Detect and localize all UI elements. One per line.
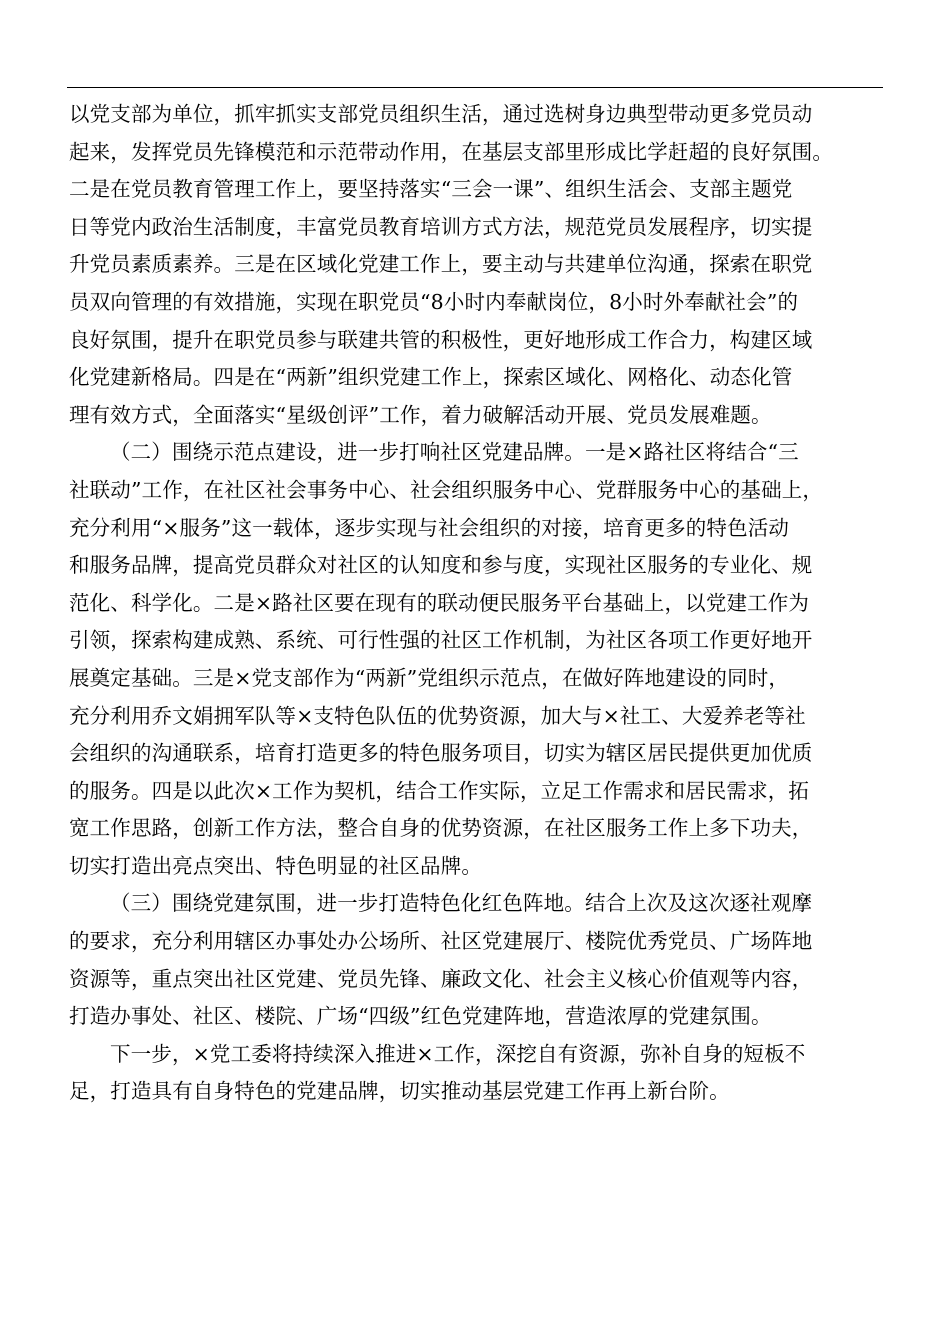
text-line: 升党员素质素养。三是在区域化党建工作上，要主动与共建单位沟通，探索在职党 bbox=[69, 252, 813, 277]
text-line: 员双向管理的有效措施，实现在职党员“8小时内奉献岗位，8小时外奉献社会”的 bbox=[69, 289, 799, 314]
text-line: 打造办事处、社区、楼院、广场“四级”红色党建阵地，营造浓厚的党建氛围。 bbox=[69, 1004, 772, 1029]
header-rule bbox=[67, 87, 883, 88]
text-line: 和服务品牌，提高党员群众对社区的认知度和参与度，实现社区服务的专业化、规 bbox=[69, 553, 813, 578]
text-line: 社联动”工作，在社区社会事务中心、社会组织服务中心、党群服务中心的基础上， bbox=[69, 477, 824, 502]
text-line: 足，打造具有自身特色的党建品牌，切实推动基层党建工作再上新台阶。 bbox=[69, 1079, 730, 1104]
text-line: 会组织的沟通联系，培育打造更多的特色服务项目，切实为辖区居民提供更加优质 bbox=[69, 741, 813, 766]
text-line: 理有效方式，全面落实“星级创评”工作，着力破解活动开展、党员发展难题。 bbox=[69, 402, 772, 427]
text-line: 以党支部为单位，抓牢抓实支部党员组织生活，通过选树身边典型带动更多党员动 bbox=[69, 102, 813, 126]
document-body bbox=[69, 96, 889, 1111]
paragraph-first-line: （二）围绕示范点建设，进一步打响社区党建品牌。一是×路社区将结合“三 bbox=[110, 440, 799, 465]
text-line: 日等党内政治生活制度，丰富党员教育培训方式方法，规范党员发展程序，切实提 bbox=[69, 214, 813, 239]
paragraph-first-line: 下一步，×党工委将持续深入推进×工作，深挖自有资源，弥补自身的短板不 bbox=[110, 1041, 806, 1066]
text-line: 起来，发挥党员先锋模范和示范带动作用，在基层支部里形成比学赶超的良好氛围。 bbox=[69, 139, 834, 164]
text-line: 展奠定基础。三是×党支部作为“两新”党组织示范点，在做好阵地建设的同时， bbox=[69, 665, 790, 690]
text-line: 资源等，重点突出社区党建、党员先锋、廉政文化、社会主义核心价值观等内容， bbox=[69, 966, 813, 991]
text-line: 的服务。四是以此次×工作为契机，结合工作实际，立足工作需求和居民需求，拓 bbox=[69, 778, 810, 803]
text-line: 的要求，充分利用辖区办事处办公场所、社区党建展厅、楼院优秀党员、广场阵地 bbox=[69, 929, 813, 954]
text-line: 充分利用“×服务”这一载体，逐步实现与社会组织的对接，培育更多的特色活动 bbox=[69, 515, 790, 540]
text-line: 二是在党员教育管理工作上，要坚持落实“三会一课”、组织生活会、支部主题党 bbox=[69, 177, 793, 202]
text-line: 化党建新格局。四是在“两新”组织党建工作上，探索区域化、网格化、动态化管 bbox=[69, 365, 793, 390]
text-line: 范化、科学化。二是×路社区要在现有的联动便民服务平台基础上，以党建工作为 bbox=[69, 590, 810, 615]
text-line: 充分利用乔文娟拥军队等×支特色队伍的优势资源，加大与×社工、大爱养老等社 bbox=[69, 703, 806, 728]
text-line: 切实打造出亮点突出、特色明显的社区品牌。 bbox=[69, 853, 482, 878]
paragraph-first-line: （三）围绕党建氛围，进一步打造特色化红色阵地。结合上次及这次逐社观摩 bbox=[110, 891, 813, 916]
text-line: 引领，探索构建成熟、系统、可行性强的社区工作机制，为社区各项工作更好地开 bbox=[69, 628, 813, 653]
text-line: 宽工作思路，创新工作方法，整合自身的优势资源，在社区服务工作上多下功夫， bbox=[69, 816, 813, 841]
text-line: 良好氛围，提升在职党员参与联建共管的积极性，更好地形成工作合力，构建区域 bbox=[69, 327, 813, 352]
